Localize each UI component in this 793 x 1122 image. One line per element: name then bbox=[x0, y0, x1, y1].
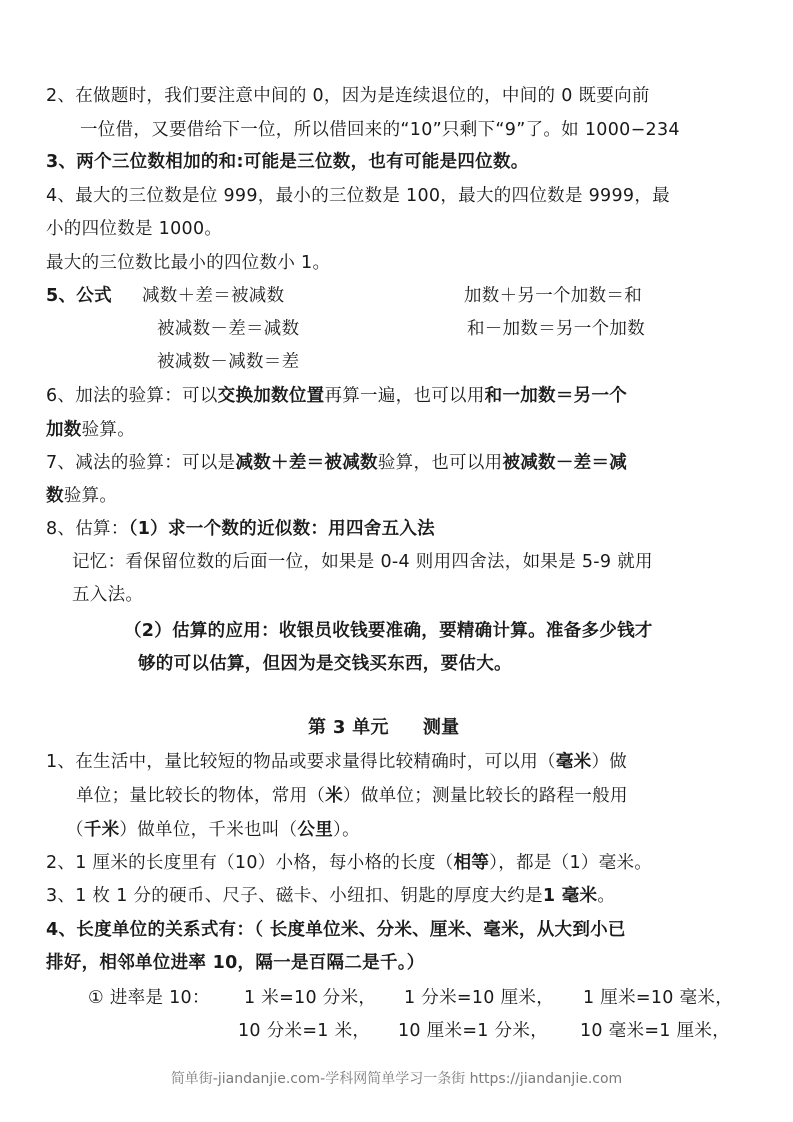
item8-application-line1: （2）估算的应用：收银员收钱要准确，要精确计算。准备多少钱才 bbox=[124, 621, 653, 641]
unit3-item3 bbox=[46, 884, 615, 908]
formula-minuend-minus-subtrahend: 被减数－减数＝差 bbox=[157, 352, 300, 372]
item8-approx-rule: （1）求一个数的近似数：用四舍五入法 bbox=[128, 519, 435, 539]
item4-line2: 小的四位数是 1000。 bbox=[46, 219, 223, 239]
rate-cm-to-mm: 1 厘米=10 毫米， bbox=[583, 988, 733, 1008]
item4-line1: 4、最大的三位数是位 999，最小的三位数是 100，最大的四位数是 9999，最 bbox=[46, 186, 670, 206]
text: ）做 bbox=[591, 752, 628, 772]
item3-line1: 3、两个三位数相加的和:可能是三位数，也有可能是四位数。 bbox=[46, 152, 529, 172]
item8-application-line2: 够的可以估算，但因为是交钱买东西，要估大。 bbox=[138, 654, 512, 674]
rate-mm-to-cm: 10 毫米=1 厘米， bbox=[580, 1021, 730, 1041]
item8-memo-line2: 五入法。 bbox=[72, 585, 144, 605]
rate-m-to-dm: 1 米=10 分米， bbox=[244, 988, 377, 1008]
unit3-item2 bbox=[46, 851, 652, 875]
text: ），都是（1）毫米。 bbox=[489, 853, 653, 873]
rate-label: ① 进率是 10： bbox=[88, 988, 210, 1008]
item7-text: 7、减法的验算：可以是 bbox=[46, 453, 236, 473]
rate-dm-to-m: 10 分米=1 米， bbox=[238, 1021, 371, 1041]
answer-1mm: 1 毫米 bbox=[542, 886, 598, 906]
rate-dm-to-cm: 1 分米=10 厘米， bbox=[404, 988, 554, 1008]
item5-label: 5、公式 bbox=[46, 286, 112, 306]
text: ）做单位，千米也叫（ bbox=[119, 820, 298, 840]
answer-mm: 毫米 bbox=[555, 752, 592, 772]
text: 2、1 厘米的长度里有（10）小格，每小格的长度（ bbox=[46, 853, 454, 873]
item6-line1 bbox=[46, 384, 627, 408]
item7-line1 bbox=[46, 451, 627, 475]
item7-bold-shu: 数 bbox=[46, 486, 64, 506]
formula-minuend-minus-difference: 被减数－差＝减数 bbox=[157, 319, 300, 339]
answer-gongli: 公里 bbox=[297, 820, 334, 840]
item2-line1: 2、在做题时，我们要注意中间的 0，因为是连续退位的，中间的 0 既要向前 bbox=[46, 86, 650, 106]
formula-subtrahend-plus-difference: 减数＋差＝被减数 bbox=[142, 286, 285, 306]
answer-equal: 相等 bbox=[453, 853, 490, 873]
text: 。 bbox=[597, 886, 616, 906]
item8-line1 bbox=[46, 517, 435, 541]
item7-line2 bbox=[46, 484, 117, 508]
item6-text: 验算。 bbox=[81, 420, 136, 440]
formula-sum-minus-addend: 和－加数＝另一个加数 bbox=[467, 319, 645, 339]
answer-m: 米 bbox=[325, 786, 344, 806]
unit3-heading bbox=[308, 716, 459, 740]
item7-text: 验算。 bbox=[63, 486, 118, 506]
item6-bold-swap: 交换加数位置 bbox=[217, 386, 325, 406]
unit3-item1-line2 bbox=[76, 784, 628, 808]
unit3-item4-line1: 4、长度单位的关系式有：（ 长度单位米、分米、厘米、毫米，从大到小已 bbox=[46, 920, 626, 940]
item7-text: 验算，也可以用 bbox=[377, 453, 503, 473]
rate-cm-to-dm: 10 厘米=1 分米， bbox=[398, 1021, 548, 1041]
item6-line2 bbox=[46, 418, 135, 442]
text: 1、在生活中，量比较短的物品或要求量得比较精确时，可以用（ bbox=[46, 752, 556, 772]
item6-text: 再算一遍，也可以用 bbox=[324, 386, 485, 406]
item8-memo-line1: 记忆：看保留位数的后面一位，如果是 0-4 则用四舍法，如果是 5-9 就用 bbox=[72, 552, 653, 572]
item4-line3: 最大的三位数比最小的四位数小 1。 bbox=[46, 253, 331, 273]
item7-bold-formula2: 被减数－差＝减 bbox=[502, 453, 628, 473]
unit3-item1-line1 bbox=[46, 750, 627, 774]
formula-addend-plus-addend: 加数＋另一个加数＝和 bbox=[464, 286, 642, 306]
item6-text: 6、加法的验算：可以 bbox=[46, 386, 218, 406]
item7-bold-formula1: 减数＋差＝被减数 bbox=[235, 453, 378, 473]
item6-bold-addend: 加数 bbox=[46, 420, 82, 440]
unit3-item4-line2: 排好，相邻单位进率 10，隔一是百隔二是千。） bbox=[46, 953, 425, 973]
item6-bold-formula: 和一加数＝另一个 bbox=[484, 386, 628, 406]
text: ）做单位；测量比较长的路程一般用 bbox=[343, 786, 628, 806]
footer-watermark: 简单街-jiandanjie.com-学科网简单学习一条街 https://jiandanjie.com bbox=[170, 1071, 623, 1087]
text: ）。 bbox=[333, 820, 360, 840]
item8-label: 8、估算： bbox=[46, 519, 129, 539]
unit3-heading-unit: 第 3 单元 bbox=[308, 717, 389, 738]
item2-line2: 一位借，又要借给下一位，所以借回来的“10”只剩下“9”了。如 1000−234 bbox=[80, 120, 680, 140]
text: 3、1 枚 1 分的硬币、尺子、磁卡、小纽扣、钥匙的厚度大约是 bbox=[46, 886, 543, 906]
unit3-heading-title: 测量 bbox=[422, 717, 460, 738]
unit3-item1-line3 bbox=[66, 818, 360, 842]
text: 单位；量比较长的物体，常用（ bbox=[76, 786, 326, 806]
answer-km: 千米 bbox=[83, 820, 120, 840]
text: （ bbox=[66, 820, 84, 840]
